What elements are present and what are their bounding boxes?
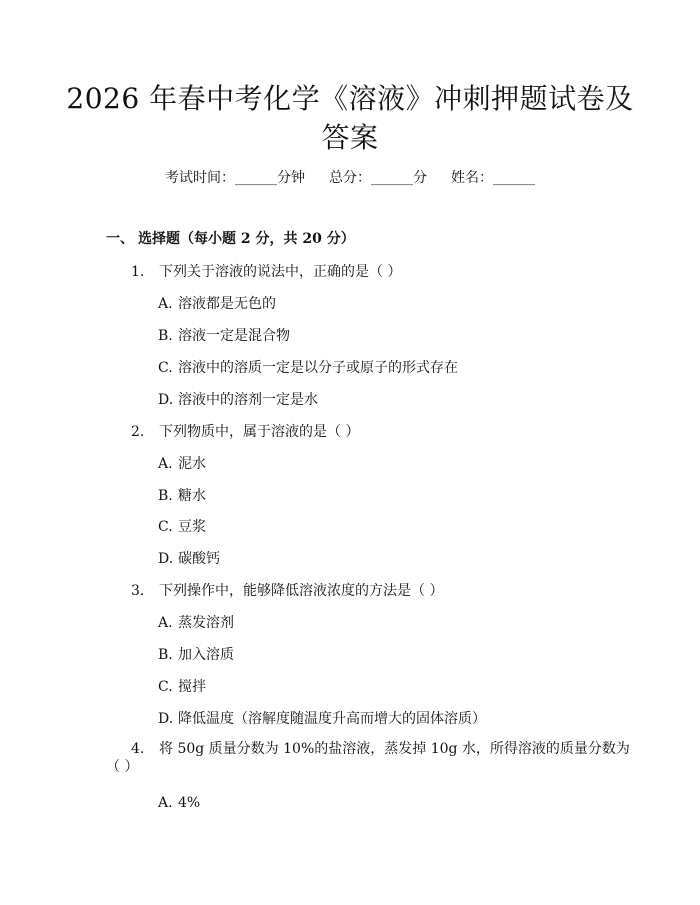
- question-2-option-b: [158, 486, 206, 506]
- question-text: 下列操作中，能够降低溶液浓度的方法是（ ）: [159, 583, 444, 599]
- question-number: 4.: [131, 741, 145, 757]
- question-4-continuation: （ ）: [106, 759, 139, 775]
- section-title: 选择题（每小题 2 分，共 20 分）: [138, 231, 355, 247]
- question-text: 下列物质中，属于溶液的是（ ）: [159, 424, 360, 440]
- question-number: 1.: [131, 264, 145, 280]
- question-2: [131, 422, 359, 442]
- option-text: 溶液中的溶质一定是以分子或原子的形式存在: [178, 360, 458, 376]
- option-letter: B.: [158, 328, 173, 344]
- option-text: 碳酸钙: [178, 551, 220, 567]
- option-letter: D.: [158, 711, 174, 727]
- option-text: 加入溶质: [178, 647, 234, 663]
- student-name-field: 姓名：______: [451, 170, 535, 186]
- option-text: 糖水: [178, 488, 206, 504]
- question-number: 2.: [131, 424, 145, 440]
- question-3-option-c: [158, 677, 206, 697]
- question-2-option-d: [158, 549, 220, 569]
- total-score-field: 总分：______分: [329, 170, 427, 186]
- section-heading: [106, 229, 355, 249]
- question-2-option-a: [158, 454, 206, 474]
- option-text: 溶液中的溶剂一定是水: [178, 392, 318, 408]
- question-3-option-b: [158, 645, 234, 665]
- option-letter: C.: [158, 679, 173, 695]
- page-title-line-1: 2026 年春中考化学《溶液》冲刺押题试卷及: [66, 82, 634, 115]
- option-text: 蒸发溶剂: [178, 615, 234, 631]
- option-text: 溶液一定是混合物: [178, 328, 290, 344]
- option-letter: B.: [158, 647, 173, 663]
- option-text: 降低温度（溶解度随温度升高而增大的固体溶质）: [178, 711, 486, 727]
- question-1-option-c: [158, 358, 458, 378]
- option-letter: B.: [158, 488, 173, 504]
- option-letter: A.: [158, 615, 173, 631]
- question-3-option-a: [158, 613, 234, 633]
- page-title-line-2: 答案: [321, 121, 379, 154]
- option-text: 泥水: [178, 456, 206, 472]
- question-1: [131, 262, 401, 282]
- option-letter: D.: [158, 392, 174, 408]
- question-3-option-d: [158, 709, 486, 729]
- exam-time-field: 考试时间：______分钟: [165, 170, 305, 186]
- option-letter: A.: [158, 795, 173, 811]
- option-text: 溶液都是无色的: [178, 296, 276, 312]
- question-3: [131, 581, 443, 601]
- question-2-option-c: [158, 517, 206, 537]
- section-number: 一、: [106, 231, 134, 247]
- question-1-option-b: [158, 326, 290, 346]
- option-letter: A.: [158, 296, 173, 312]
- option-letter: C.: [158, 519, 173, 535]
- option-letter: D.: [158, 551, 174, 567]
- question-4: [131, 739, 630, 759]
- option-text: 豆浆: [178, 519, 206, 535]
- option-letter: C.: [158, 360, 173, 376]
- option-letter: A.: [158, 456, 173, 472]
- option-text: 4%: [178, 795, 201, 811]
- question-text: 将 50g 质量分数为 10%的盐溶液，蒸发掉 10g 水，所得溶液的质量分数为: [159, 741, 630, 757]
- question-1-option-d: [158, 390, 318, 410]
- exam-info-row: [0, 168, 700, 188]
- question-1-option-a: [158, 294, 276, 314]
- question-4-option-a: [158, 793, 200, 813]
- question-text: 下列关于溶液的说法中，正确的是（ ）: [159, 264, 402, 280]
- question-number: 3.: [131, 583, 145, 599]
- option-text: 搅拌: [178, 679, 206, 695]
